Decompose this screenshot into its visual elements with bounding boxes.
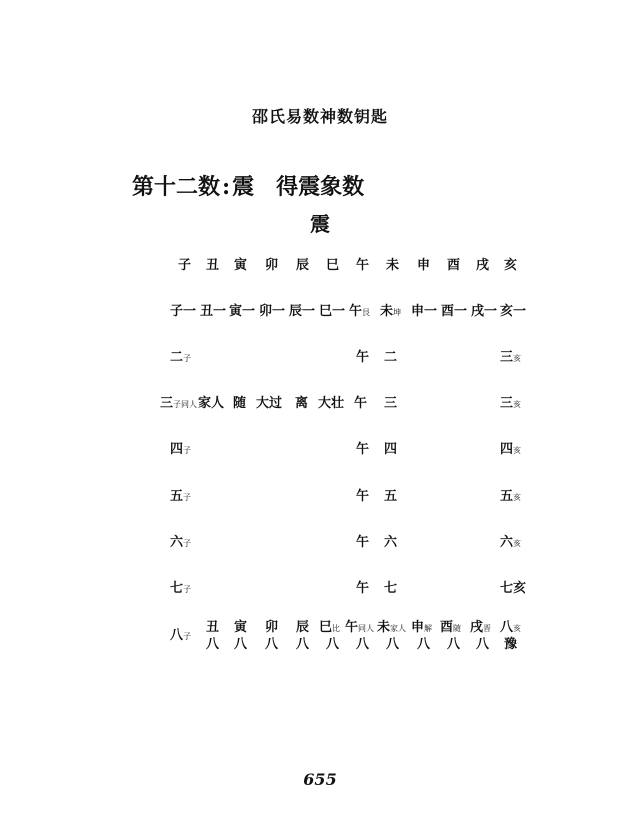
cell-annotation: 亥 xyxy=(513,400,522,409)
cell-annotation: 亥 xyxy=(513,493,522,502)
cell-annotation: 子同人 xyxy=(173,400,198,409)
table-cell xyxy=(170,304,196,320)
table-cell xyxy=(170,628,191,645)
table-cell xyxy=(233,396,246,412)
cell-text: 八 xyxy=(296,637,310,652)
cell-text: 寅 xyxy=(234,620,248,635)
table-cell xyxy=(296,637,309,653)
table-cell xyxy=(170,535,191,552)
table-cell xyxy=(384,396,397,412)
cell-text: 七 xyxy=(170,581,184,596)
cell-text: 午 xyxy=(356,350,370,365)
cell-annotation: 比 xyxy=(332,624,341,633)
cell-annotation: 艮 xyxy=(362,308,371,317)
table-cell xyxy=(206,258,219,274)
table-cell xyxy=(326,258,339,274)
table-cell xyxy=(234,620,247,636)
cell-text: 八 xyxy=(386,637,400,652)
chapter-heading xyxy=(132,170,364,201)
table-cell xyxy=(170,581,191,598)
cell-text: 酉 xyxy=(447,258,461,273)
cell-annotation: 子 xyxy=(183,354,192,363)
table-cell xyxy=(296,620,309,636)
cell-text: 八 xyxy=(356,637,370,652)
table-cell xyxy=(356,350,369,366)
cell-text: 戌 xyxy=(476,258,490,273)
cell-text: 酉一 xyxy=(441,304,468,319)
cell-text: 辰 xyxy=(296,620,310,635)
table-cell xyxy=(384,581,397,597)
cell-annotation: 随 xyxy=(453,624,462,633)
cell-text: 豫 xyxy=(504,637,518,652)
table-cell xyxy=(170,350,191,367)
table-cell xyxy=(345,620,374,637)
cell-text: 五 xyxy=(170,489,184,504)
cell-text: 午 xyxy=(354,396,368,411)
table-cell xyxy=(256,396,282,412)
table-cell xyxy=(386,258,399,274)
cell-text: 子一 xyxy=(170,304,197,319)
table-cell xyxy=(476,258,489,274)
cell-text: 三 xyxy=(160,396,174,411)
cell-text: 八 xyxy=(206,637,220,652)
table-cell xyxy=(380,304,401,321)
table-cell xyxy=(411,304,437,320)
cell-text: 丑 xyxy=(206,620,220,635)
cell-text: 卯一 xyxy=(259,304,286,319)
cell-text: 八 xyxy=(500,620,514,635)
cell-text: 戌一 xyxy=(471,304,498,319)
cell-text: 巳一 xyxy=(319,304,346,319)
cell-text: 八 xyxy=(447,637,461,652)
cell-text: 七 xyxy=(384,581,398,596)
cell-text: 寅一 xyxy=(229,304,256,319)
table-cell xyxy=(206,637,219,653)
cell-text: 大壮 xyxy=(318,396,345,411)
chapter-gua: 震 xyxy=(232,174,255,200)
cell-text: 申 xyxy=(417,258,431,273)
cell-text: 五 xyxy=(500,489,514,504)
table-cell xyxy=(356,535,369,551)
table-cell xyxy=(500,535,521,552)
cell-annotation: 亥 xyxy=(513,539,522,548)
table-cell xyxy=(356,442,369,458)
chapter-subtitle: 得震象数 xyxy=(276,174,365,200)
cell-text: 亥 xyxy=(504,258,518,273)
table-cell xyxy=(160,396,197,413)
cell-annotation: 子 xyxy=(183,585,192,594)
cell-text: 未 xyxy=(377,620,391,635)
table-cell xyxy=(170,442,191,459)
table-cell xyxy=(504,637,517,653)
cell-annotation: 晋 xyxy=(483,624,492,633)
table-cell xyxy=(200,304,226,320)
cell-text: 随 xyxy=(233,396,247,411)
cell-text: 午 xyxy=(356,258,370,273)
table-cell xyxy=(384,489,397,505)
cell-annotation: 家人 xyxy=(390,624,407,633)
cell-text: 六 xyxy=(170,535,184,550)
cell-text: 三 xyxy=(384,396,398,411)
table-cell xyxy=(500,396,521,413)
table-cell xyxy=(170,489,191,506)
cell-text: 五 xyxy=(384,489,398,504)
cell-text: 四 xyxy=(384,442,398,457)
table-cell xyxy=(447,258,460,274)
cell-text: 八 xyxy=(326,637,340,652)
cell-text: 午 xyxy=(345,620,359,635)
cell-text: 辰一 xyxy=(289,304,316,319)
cell-text: 二 xyxy=(384,350,398,365)
cell-text: 卯 xyxy=(265,620,279,635)
table-cell xyxy=(229,304,255,320)
cell-text: 离 xyxy=(295,396,309,411)
cell-annotation: 子 xyxy=(183,493,192,502)
running-header: 邵氏易数神数钥匙 xyxy=(251,107,388,126)
cell-text: 八 xyxy=(265,637,279,652)
cell-text: 四 xyxy=(500,442,514,457)
table-cell xyxy=(470,620,491,637)
table-cell xyxy=(500,442,521,459)
cell-text: 子 xyxy=(178,258,192,273)
cell-text: 申一 xyxy=(411,304,438,319)
cell-annotation: 子 xyxy=(183,539,192,548)
cell-text: 卯 xyxy=(265,258,279,273)
table-cell xyxy=(356,489,369,505)
table-cell xyxy=(265,637,278,653)
chapter-separator: : xyxy=(222,174,231,200)
table-cell xyxy=(377,620,406,637)
table-cell xyxy=(296,258,309,274)
table-cell xyxy=(234,637,247,653)
table-cell xyxy=(500,581,526,597)
cell-annotation: 子 xyxy=(183,446,192,455)
table-cell xyxy=(441,304,467,320)
cell-text: 午 xyxy=(349,304,363,319)
cell-text: 巳 xyxy=(326,258,340,273)
table-cell xyxy=(234,258,247,274)
cell-text: 大过 xyxy=(256,396,283,411)
cell-text: 七亥 xyxy=(500,581,527,596)
cell-text: 八 xyxy=(417,637,431,652)
cell-text: 午 xyxy=(356,535,370,550)
table-cell xyxy=(356,581,369,597)
table-cell xyxy=(356,637,369,653)
table-cell xyxy=(354,396,367,412)
cell-text: 戌 xyxy=(470,620,484,635)
section-title: 震 xyxy=(310,212,330,236)
table-cell xyxy=(289,304,315,320)
cell-annotation: 亥 xyxy=(513,446,522,455)
cell-text: 午 xyxy=(356,581,370,596)
table-cell xyxy=(326,637,339,653)
cell-text: 丑 xyxy=(206,258,220,273)
cell-text: 六 xyxy=(500,535,514,550)
table-cell xyxy=(265,258,278,274)
cell-text: 午 xyxy=(356,442,370,457)
cell-text: 午 xyxy=(356,489,370,504)
table-cell xyxy=(500,304,526,320)
cell-text: 未 xyxy=(386,258,400,273)
table-cell xyxy=(265,620,278,636)
cell-text: 四 xyxy=(170,442,184,457)
table-cell xyxy=(500,350,521,367)
table-cell xyxy=(447,637,460,653)
table-cell xyxy=(295,396,308,412)
table-cell xyxy=(417,258,430,274)
table-cell xyxy=(319,304,345,320)
cell-text: 辰 xyxy=(296,258,310,273)
table-cell xyxy=(500,620,521,637)
table-cell xyxy=(417,637,430,653)
cell-text: 巳 xyxy=(319,620,333,635)
cell-text: 六 xyxy=(384,535,398,550)
table-cell xyxy=(198,396,224,412)
chapter-number: 第十二数 xyxy=(132,174,221,200)
table-cell xyxy=(384,442,397,458)
table-cell xyxy=(384,535,397,551)
cell-annotation: 子 xyxy=(183,632,192,641)
table-cell xyxy=(500,489,521,506)
cell-annotation: 亥 xyxy=(513,624,522,633)
table-cell xyxy=(318,396,344,412)
cell-text: 八 xyxy=(170,628,184,643)
table-cell xyxy=(476,637,489,653)
cell-text: 亥一 xyxy=(500,304,527,319)
table-cell xyxy=(471,304,497,320)
table-cell xyxy=(206,620,219,636)
table-cell xyxy=(384,350,397,366)
table-cell xyxy=(349,304,370,321)
cell-text: 未 xyxy=(380,304,394,319)
cell-text: 酉 xyxy=(440,620,454,635)
cell-text: 家人 xyxy=(198,396,225,411)
cell-text: 三 xyxy=(500,396,514,411)
cell-annotation: 同人 xyxy=(358,624,375,633)
page-number: 655 xyxy=(303,770,337,789)
table-cell xyxy=(411,620,432,637)
table-cell xyxy=(319,620,340,637)
cell-text: 丑一 xyxy=(200,304,227,319)
cell-annotation: 亥 xyxy=(513,354,522,363)
table-cell xyxy=(440,620,461,637)
cell-text: 三 xyxy=(500,350,514,365)
table-cell xyxy=(504,258,517,274)
cell-text: 申 xyxy=(411,620,425,635)
cell-text: 寅 xyxy=(234,258,248,273)
cell-annotation: 坤 xyxy=(393,308,402,317)
table-cell xyxy=(178,258,191,274)
cell-text: 二 xyxy=(170,350,184,365)
table-cell xyxy=(386,637,399,653)
table-cell xyxy=(356,258,369,274)
cell-annotation: 解 xyxy=(424,624,433,633)
cell-text: 八 xyxy=(234,637,248,652)
table-cell xyxy=(259,304,285,320)
cell-text: 八 xyxy=(476,637,490,652)
